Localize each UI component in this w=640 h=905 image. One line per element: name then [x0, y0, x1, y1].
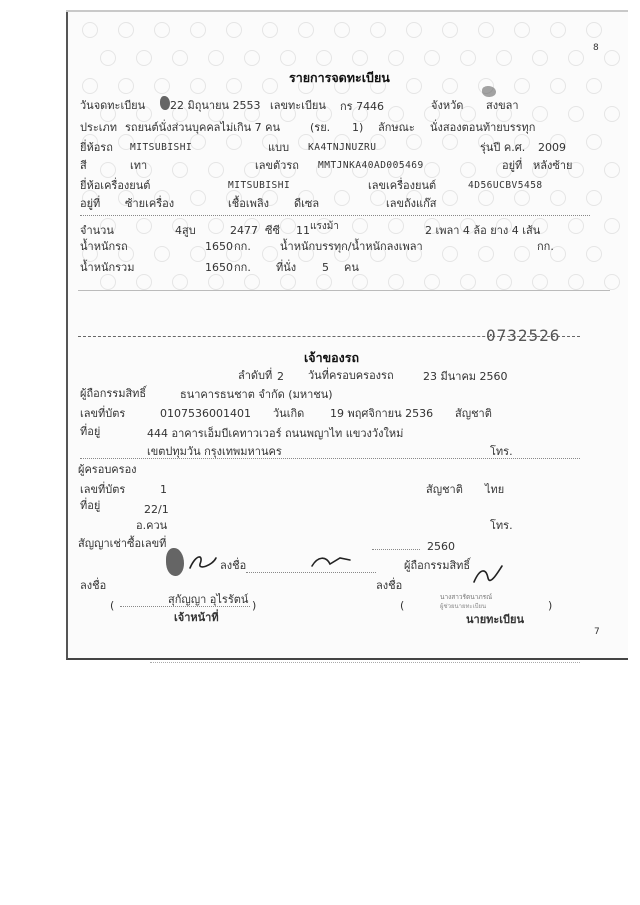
- nationality-label: สัญชาติ: [455, 407, 492, 420]
- watermark-seal: [586, 78, 602, 94]
- address-label: ที่อยู่: [80, 425, 101, 438]
- watermark-seal: [424, 162, 440, 178]
- watermark-seal: [154, 22, 170, 38]
- dob-label: วันเกิด: [273, 407, 305, 420]
- payload-label: น้ำหนักบรรทุก/น้ำหนักลงเพลา: [280, 240, 423, 253]
- watermark-seal: [496, 274, 512, 290]
- page-number-bottom: 7: [594, 627, 600, 637]
- seats-label: ที่นั่ง: [276, 261, 297, 274]
- watermark-seal: [406, 78, 422, 94]
- possessor-address-line-1: 22/1: [144, 503, 169, 516]
- watermark-seal: [550, 190, 566, 206]
- year-label: รุ่นปี ค.ศ.: [480, 141, 526, 154]
- watermark-seal: [442, 190, 458, 206]
- watermark-seal: [460, 50, 476, 66]
- watermark-seal: [442, 246, 458, 262]
- rs-value: 1): [352, 121, 364, 134]
- stamp-text-2: ผู้ช่วยนายทะเบียน: [440, 603, 487, 610]
- cut-edge-line: [150, 662, 580, 663]
- divider: [80, 458, 580, 459]
- possess-date-value: 23 มีนาคม 2560: [423, 370, 508, 383]
- holder-signature: [310, 552, 352, 572]
- color-value: เทา: [130, 159, 148, 172]
- total-weight-value: 1650: [205, 261, 233, 274]
- watermark-seal: [442, 134, 458, 150]
- cylinders-value: 4สูบ: [175, 224, 196, 237]
- officer-name: สุกัญญา อุไรรัตน์: [168, 593, 249, 606]
- reg-date-value: 22 มิถุนายน 2553: [170, 99, 261, 112]
- seats-unit: คน: [344, 261, 359, 274]
- engine-no-value: 4D56UCBV5458: [468, 180, 543, 191]
- axles-value: 2 เพลา 4 ล้อ ยาง 4 เส้น: [425, 224, 541, 237]
- cc-value: 2477: [230, 224, 258, 237]
- stamp-smudge: [166, 548, 184, 576]
- watermark-seal: [532, 50, 548, 66]
- possess-date-label: วันที่ครอบครองรถ: [308, 369, 394, 382]
- watermark-seal: [460, 274, 476, 290]
- watermark-seal: [334, 190, 350, 206]
- address-line-1: 444 อาคารเอ็มบีเคทาวเวอร์ ถนนพญาไท แขวงวังใหม่: [147, 427, 404, 440]
- officer-paren-close: ): [252, 599, 257, 612]
- holder-value: ธนาคารธนชาต จำกัด (มหาชน): [180, 388, 333, 401]
- page-title: รายการจดทะเบียน: [289, 70, 390, 85]
- watermark-seal: [316, 50, 332, 66]
- watermark-seal: [478, 190, 494, 206]
- watermark-seal: [298, 22, 314, 38]
- watermark-seal: [352, 218, 368, 234]
- watermark-seal: [226, 22, 242, 38]
- holder-label: ผู้ถือกรรมสิทธิ์: [80, 387, 147, 400]
- watermark-seal: [118, 78, 134, 94]
- watermark-seal: [190, 190, 206, 206]
- watermark-seal: [172, 162, 188, 178]
- possessor-address-label: ที่อยู่: [80, 499, 101, 512]
- watermark-seal: [604, 218, 620, 234]
- dob-value: 19 พฤศจิกายน 2536: [330, 407, 434, 420]
- watermark-seal: [388, 50, 404, 66]
- model-label: แบบ: [268, 141, 290, 154]
- serial-number: 0732526: [486, 326, 561, 345]
- watermark-seal: [208, 162, 224, 178]
- style-value: นั่งสองตอนท้ายบรรทุก: [430, 121, 536, 134]
- watermark-seal: [604, 162, 620, 178]
- brand-value: MITSUBISHI: [130, 142, 193, 153]
- province-value: สงขลา: [486, 99, 519, 112]
- reg-no-value: กร 7446: [340, 100, 385, 113]
- watermark-seal: [316, 274, 332, 290]
- watermark-seal: [352, 274, 368, 290]
- watermark-seal: [568, 50, 584, 66]
- weight-unit: กก.: [234, 240, 251, 253]
- watermark-seal: [514, 78, 530, 94]
- watermark-seal: [586, 246, 602, 262]
- engine-loc-label: อยู่ที่: [80, 197, 101, 210]
- rs-label: (รย.: [310, 121, 331, 134]
- watermark-seal: [586, 22, 602, 38]
- sign-dots: [246, 572, 376, 573]
- possessor-label: ผู้ครอบครอง: [78, 463, 137, 476]
- seq-value: 2: [277, 370, 284, 383]
- sign-label-left: ลงชื่อ: [80, 579, 107, 592]
- watermark-seal: [604, 50, 620, 66]
- watermark-seal: [226, 134, 242, 150]
- possessor-tel-label: โทร.: [490, 519, 513, 532]
- chassis-loc-label: อยู่ที่: [502, 159, 523, 172]
- watermark-seal: [568, 274, 584, 290]
- possessor-id-label: เลขที่บัตร: [80, 483, 126, 496]
- watermark-seal: [514, 246, 530, 262]
- page-number-top: 8: [593, 43, 599, 53]
- possessor-nationality-value: ไทย: [485, 483, 505, 496]
- watermark-seal: [172, 50, 188, 66]
- watermark-seal: [244, 274, 260, 290]
- watermark-seal: [100, 274, 116, 290]
- registrar-paren-close: ): [548, 599, 553, 612]
- total-weight-unit: กก.: [234, 261, 251, 274]
- model-value: KA4TNJNUZRU: [308, 142, 377, 153]
- watermark-seal: [496, 50, 512, 66]
- watermark-seal: [262, 246, 278, 262]
- watermark-seal: [424, 274, 440, 290]
- reg-no-label: เลขทะเบียน: [270, 99, 326, 112]
- stamp-text-1: นางสาวรัตนาภรณ์: [440, 593, 493, 601]
- officer-title: เจ้าหน้าที่: [174, 611, 219, 624]
- watermark-seal: [442, 22, 458, 38]
- signature-mark: [186, 550, 220, 574]
- total-weight-label: น้ำหนักรวม: [80, 261, 135, 274]
- sign-label-right: ลงชื่อ: [376, 579, 403, 592]
- watermark-seal: [388, 274, 404, 290]
- fuel-value: ดีเซล: [294, 197, 320, 210]
- watermark-seal: [406, 22, 422, 38]
- owner-section-title: เจ้าของรถ: [304, 350, 360, 365]
- watermark-seal: [280, 50, 296, 66]
- weight-label: น้ำหนักรถ: [80, 240, 128, 253]
- seats-value: 5: [322, 261, 329, 274]
- color-label: สี: [80, 159, 87, 172]
- tank-label: เลขถังแก๊ส: [386, 197, 437, 210]
- count-label: จำนวน: [80, 224, 114, 237]
- fuel-label: เชื้อเพลิง: [228, 197, 269, 210]
- watermark-seal: [244, 50, 260, 66]
- ink-smudge: [160, 96, 170, 110]
- watermark-seal: [532, 106, 548, 122]
- registrar-title: นายทะเบียน: [466, 613, 525, 626]
- holder-sig-label: ผู้ถือกรรมสิทธิ์: [404, 559, 471, 572]
- cc-label: ซีซี: [265, 224, 280, 237]
- watermark-seal: [82, 78, 98, 94]
- watermark-seal: [550, 22, 566, 38]
- watermark-seal: [406, 134, 422, 150]
- watermark-seal: [190, 78, 206, 94]
- watermark-seal: [424, 50, 440, 66]
- watermark-seal: [514, 190, 530, 206]
- watermark-seal: [388, 106, 404, 122]
- watermark-seal: [604, 106, 620, 122]
- watermark-seal: [82, 22, 98, 38]
- payload-unit: กก.: [537, 240, 554, 253]
- possessor-address-line-2: อ.ควน: [136, 519, 168, 532]
- watermark-seal: [208, 274, 224, 290]
- watermark-seal: [190, 22, 206, 38]
- watermark-seal: [604, 274, 620, 290]
- chassis-loc-value: หลังซ้าย: [533, 159, 573, 172]
- watermark-seal: [352, 50, 368, 66]
- watermark-seal: [370, 22, 386, 38]
- seq-label: ลำดับที่: [238, 369, 273, 382]
- brand-label: ยี่ห้อรถ: [80, 141, 113, 154]
- possessor-nationality-label: สัญชาติ: [426, 483, 463, 496]
- watermark-seal: [100, 162, 116, 178]
- watermark-seal: [208, 50, 224, 66]
- watermark-seal: [262, 22, 278, 38]
- reg-date-label: วันจดทะเบียน: [80, 99, 146, 112]
- chassis-value: MMTJNKA40AD005469: [318, 160, 424, 171]
- officer-dots: [120, 606, 250, 607]
- divider: [80, 215, 590, 216]
- watermark-seal: [190, 134, 206, 150]
- id-label: เลขที่บัตร: [80, 407, 126, 420]
- watermark-seal: [478, 22, 494, 38]
- ink-smudge: [482, 86, 496, 97]
- watermark-seal: [154, 78, 170, 94]
- watermark-seal: [136, 274, 152, 290]
- watermark-seal: [226, 78, 242, 94]
- watermark-seal: [388, 218, 404, 234]
- chassis-label: เลขตัวรถ: [255, 159, 299, 172]
- watermark-seal: [154, 246, 170, 262]
- watermark-seal: [118, 22, 134, 38]
- province-label: จังหวัด: [431, 99, 464, 112]
- watermark-seal: [568, 106, 584, 122]
- sign-label: ลงชื่อ: [220, 559, 247, 572]
- weight-value: 1650: [205, 240, 233, 253]
- watermark-seal: [568, 218, 584, 234]
- id-value: 0107536001401: [160, 407, 251, 420]
- hp-value: 11: [296, 224, 310, 237]
- watermark-seal: [586, 134, 602, 150]
- watermark-seal: [262, 78, 278, 94]
- style-label: ลักษณะ: [378, 121, 415, 134]
- engine-brand-label: ยี่ห้อเครื่องยนต์: [80, 179, 151, 192]
- watermark-seal: [172, 274, 188, 290]
- watermark-seal: [442, 78, 458, 94]
- contract-year: 2560: [427, 540, 455, 553]
- engine-brand-value: MITSUBISHI: [228, 180, 291, 191]
- engine-loc-value: ซ้ายเครื่อง: [125, 197, 175, 210]
- watermark-seal: [280, 218, 296, 234]
- contract-dots: [372, 549, 420, 550]
- watermark-seal: [514, 22, 530, 38]
- watermark-seal: [460, 162, 476, 178]
- watermark-seal: [370, 190, 386, 206]
- watermark-seal: [136, 218, 152, 234]
- possessor-id-value: 1: [160, 483, 167, 496]
- watermark-seal: [100, 50, 116, 66]
- watermark-seal: [190, 246, 206, 262]
- watermark-seal: [586, 190, 602, 206]
- address-line-2: เขตปทุมวัน กรุงเทพมหานคร: [147, 445, 282, 458]
- type-label: ประเภท: [80, 121, 118, 134]
- watermark-seal: [478, 246, 494, 262]
- watermark-seal: [334, 22, 350, 38]
- engine-no-label: เลขเครื่องยนต์: [368, 179, 437, 192]
- year-value: 2009: [538, 141, 566, 154]
- faint-rule: [78, 290, 610, 291]
- tel-label: โทร.: [490, 445, 513, 458]
- watermark-seal: [136, 50, 152, 66]
- registrar-signature: [470, 562, 506, 590]
- watermark-seal: [532, 274, 548, 290]
- registrar-paren-open: (: [400, 599, 405, 612]
- contract-label: สัญญาเช่าซื้อเลขที่: [78, 537, 167, 550]
- officer-paren-open: (: [110, 599, 115, 612]
- watermark-seal: [550, 78, 566, 94]
- watermark-seal: [208, 218, 224, 234]
- type-value: รถยนต์นั่งส่วนบุคคลไม่เกิน 7 คน: [125, 121, 281, 134]
- watermark-seal: [280, 274, 296, 290]
- hp-label: แรงม้า: [310, 221, 339, 232]
